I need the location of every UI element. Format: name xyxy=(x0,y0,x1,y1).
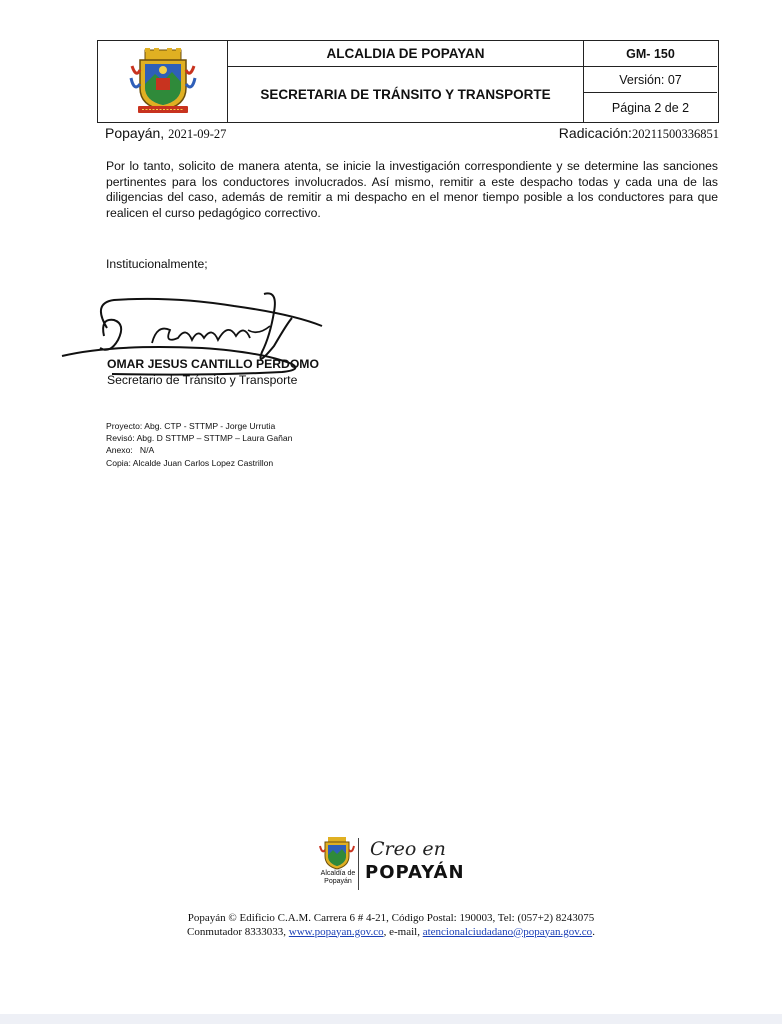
date-line xyxy=(105,125,226,142)
brand-creo-en: Creo en xyxy=(370,838,446,860)
conmutador-text: Conmutador 8333033, xyxy=(187,925,289,938)
alcaldia-mini-label: Alcaldía de Popayán xyxy=(320,870,356,885)
header-department: SECRETARIA DE TRÁNSITO Y TRANSPORTE xyxy=(260,87,551,102)
brand-popayan: POPAYÁN xyxy=(365,862,465,883)
doc-page: Página 2 de 2 xyxy=(611,100,690,115)
note-reviso: Revisó: Abg. D STTMP – STTMP – Laura Gañan xyxy=(106,433,293,444)
footer-divider xyxy=(358,838,359,890)
radicacion-label: Radicación: xyxy=(558,125,632,141)
note-anexo: Anexo: N/A xyxy=(106,445,155,456)
document-notes xyxy=(106,420,292,469)
city-crest-icon xyxy=(128,48,198,116)
note-copia: Copia: Alcalde Juan Carlos Lopez Castrillon xyxy=(106,457,274,468)
document-date: 2021-09-27 xyxy=(168,127,227,141)
document-header xyxy=(97,40,719,123)
doc-code: GM- 150 xyxy=(584,41,717,67)
doc-version: Versión: 07 xyxy=(584,67,717,93)
website-link[interactable]: www.popayan.gov.co xyxy=(288,925,384,938)
header-title-cell xyxy=(228,41,584,122)
note-proyecto: Proyecto: Abg. CTP - STTMP - Jorge Urrutia xyxy=(106,421,276,431)
address-line-1: Popayán © Edificio C.A.M. Carrera 6 # 4-21, Código Postal: 190003, Tel: (057+2) 8243075 xyxy=(187,912,595,924)
footer-address xyxy=(0,912,782,939)
address-end: . xyxy=(592,925,595,938)
radicacion-line xyxy=(559,125,719,142)
header-meta-cell xyxy=(584,41,717,122)
signer-role: Secretario de Tránsito y Transporte xyxy=(107,373,298,387)
email-label: , e-mail, xyxy=(383,925,423,938)
address-line-2 xyxy=(0,926,782,940)
radicacion-number: 20211500336851 xyxy=(631,127,719,141)
alcaldia-crest-icon xyxy=(317,836,357,870)
header-org: ALCALDIA DE POPAYAN xyxy=(228,41,583,67)
body-paragraph: Por lo tanto, solicito de manera atenta, se inicie la investigación correspondiente y se determine las sanciones pertinentes para los conductores involucrados. Así mismo, remitir a este despacho todas y cada una de las diligencias del caso, además de remitir a mi despacho en el menor tiempo posible a los conductores para que realicen el curso pedagógico correctivo. xyxy=(106,159,718,220)
email-link[interactable]: atencionalciudadano@popayan.gov.co xyxy=(422,925,593,938)
signer-name: OMAR JESUS CANTILLO PERDOMO xyxy=(107,357,319,371)
header-logo-cell xyxy=(98,41,228,122)
viewer-bottom-strip xyxy=(0,1014,782,1024)
city-label: Popayán, xyxy=(105,125,165,141)
closing-phrase: Institucionalmente; xyxy=(106,257,208,271)
